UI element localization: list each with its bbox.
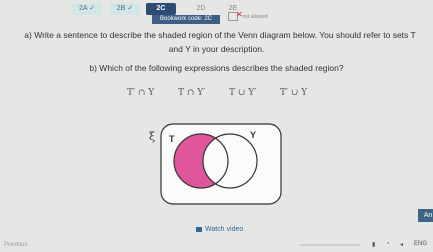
set-t-label: T [169,134,175,144]
question-a-text: a) Write a sentence to describe the shaded region of the Venn diagram below. You should refer to sets T [24,30,416,40]
tab-label: 2A [78,5,88,12]
taskbar-strip [300,244,360,246]
tab-label: 2B [116,5,126,12]
previous-button[interactable]: Previous [4,242,28,248]
calculator-status [228,12,268,21]
watch-video-link[interactable] [196,226,243,233]
watch-video-label: Watch video [205,226,244,233]
venn-diagram [146,116,286,212]
question-a-text-line2: and Y in your description. [168,44,265,54]
tab-label: 2E [228,5,238,12]
bookwork-code: Bookwork code: 2C [152,15,220,24]
answer-button[interactable]: An [418,209,433,222]
wifi-icon: ◔ [386,241,390,247]
footer-bar [0,238,433,252]
battery-icon: ▮ [372,242,376,248]
option-3[interactable]: T ∪ Y′ [229,88,257,98]
check-icon: ✓ [127,5,134,12]
option-1[interactable]: T′ ∩ Y [127,88,155,98]
tab-2c[interactable] [146,3,176,15]
tab-2b[interactable] [110,3,140,15]
system-tray [300,240,433,250]
tab-label: 2D [196,5,206,12]
option-2[interactable]: T ∩ Y′ [178,88,206,98]
tab-2a[interactable] [72,3,102,15]
set-y-label: Y [250,130,257,140]
video-icon [196,227,202,232]
question-b-text: b) Which of the following expressions describes the shaded region? [89,63,344,73]
check-icon: ✓ [89,5,95,12]
language-indicator: ENG [414,241,428,247]
tab-2d[interactable] [190,3,212,15]
calculator-icon: ✕ [228,12,238,21]
universal-set-symbol: ξ [149,130,156,143]
calculator-status-text: not allowed [242,13,268,20]
option-4[interactable]: T′ ∪ Y [280,88,308,98]
tab-label: 2C [156,5,166,12]
speaker-icon: ◂ [400,242,404,248]
